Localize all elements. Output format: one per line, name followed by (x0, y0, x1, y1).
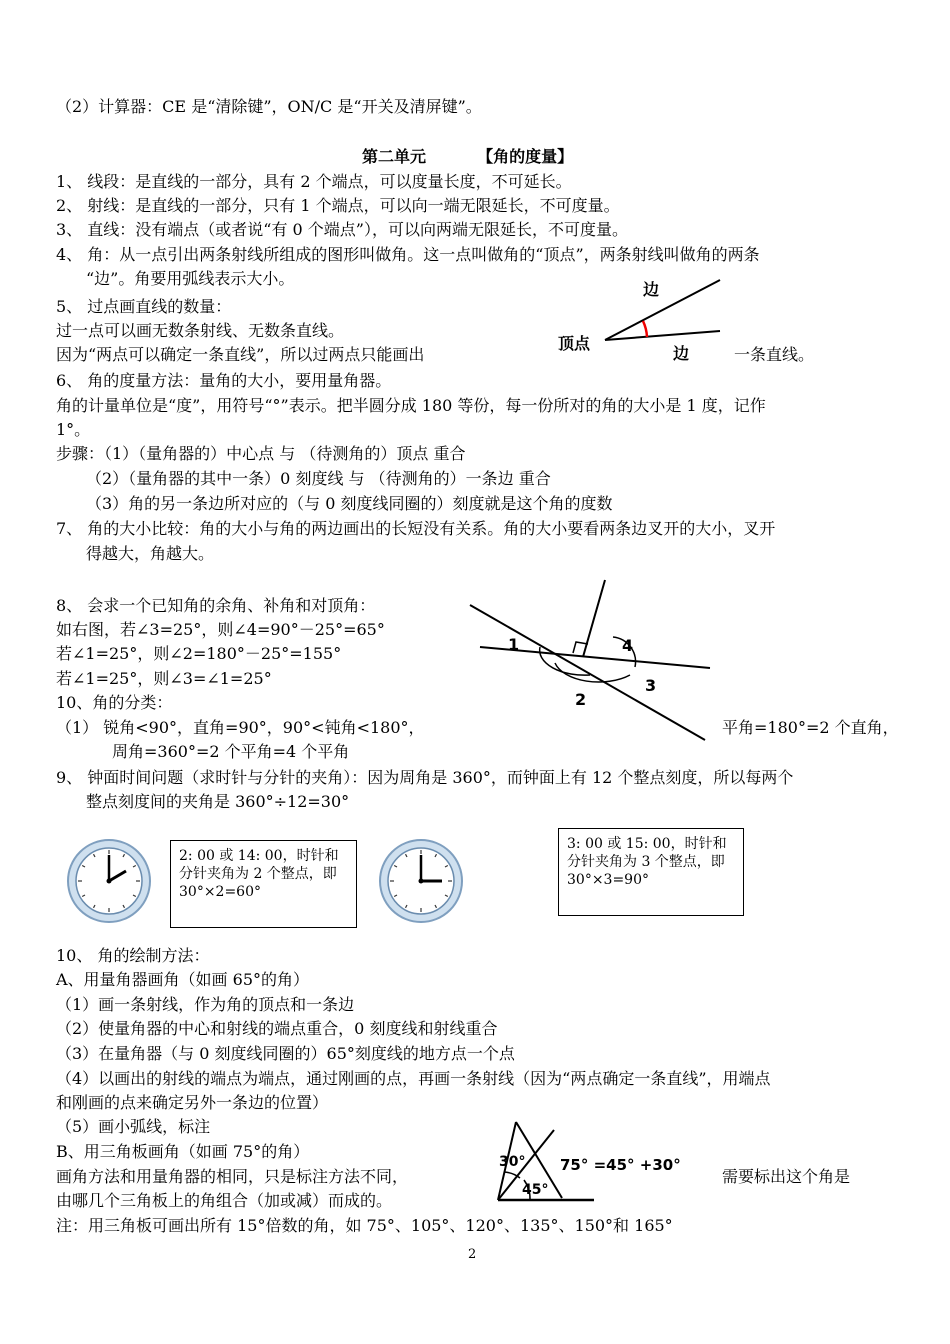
item-1: 1、 线段：是直线的一部分，具有 2 个端点，可以度量长度，不可延长。 (56, 172, 572, 191)
item-10-line1: （1） 锐角<90°，直角=90°，90°<钝角<180°， (56, 718, 425, 737)
unit-title (362, 146, 573, 168)
angle-label-4: 4 (622, 636, 634, 655)
item-6-step3: （3）角的另一条边所对应的（与 0 刻度线同圈的）刻度就是这个角的度数 (86, 494, 613, 513)
unit-number: 第二单元 (362, 147, 427, 166)
item-6-line1: 角的计量单位是“度”，用符号“°”表示。把半圆分成 180 等份，每一份所对的角的大小是 1 度，记作 (56, 396, 766, 415)
angle-label-2: 2 (575, 690, 587, 709)
item-7-line2: 得越大，角越大。 (86, 544, 215, 563)
item-8-line1: 如右图，若∠3=25°，则∠4=90°－25°=65° (56, 620, 385, 639)
angle-label-3: 3 (645, 676, 657, 695)
intersecting-lines-figure (465, 575, 715, 745)
angle-figure (555, 275, 730, 370)
label-45: 45° (522, 1182, 549, 1198)
item-7-line1: 7、 角的大小比较：角的大小与角的两边画出的长短没有关系。角的大小要看两条边叉开的大小，叉开 (56, 519, 776, 538)
arc-angle-1 (540, 647, 590, 675)
angle-ray-top (605, 280, 720, 340)
set-square-figure (494, 1118, 709, 1206)
clock-icon (378, 838, 464, 924)
item-4-line2: “边”。角要用弧线表示大小。 (86, 269, 295, 288)
item-9-line2: 整点刻度间的夹角是 360°÷12=30° (86, 792, 350, 811)
label-side-top: 边 (643, 280, 660, 299)
method-b-line1-end: 需要标出这个角是 (722, 1167, 851, 1186)
item-6-step2: （2）（量角器的其中一条）0 刻度线 与 （待测角的）一条边 重合 (86, 469, 551, 488)
method-b-line1: 画角方法和用量角器的相同，只是标注方法不同， (56, 1167, 409, 1186)
item-10-line1-end: 平角=180°=2 个直角， (722, 718, 899, 737)
clock-note-2-oclock: 2: 00 或 14: 00，时针和分针夹角为 2 个整点，即 30°×2=60° (170, 840, 357, 928)
clock-icon (66, 838, 152, 924)
item-2: 2、 射线：是直线的一部分，只有 1 个端点，可以向一端无限延长，不可度量。 (56, 196, 620, 215)
unit-topic: 【角的度量】 (477, 147, 574, 166)
item-6-step1: 步骤：（1）（量角器的）中心点 与 （待测角的）顶点 重合 (56, 444, 466, 463)
page-number: 2 (468, 1247, 477, 1262)
angle-arc (643, 321, 647, 337)
method-a: A、用量角器画角（如画 65°的角） (56, 970, 310, 989)
item-10-line2: 周角=360°=2 个平角=4 个平角 (112, 742, 350, 761)
item-drawing: 10、 角的绘制方法： (56, 946, 210, 965)
item-5-line2: 因为“两点可以确定一条直线”，所以过两点只能画出 (56, 345, 425, 364)
clock-note-3-oclock: 3: 00 或 15: 00，时针和分针夹角为 3 个整点，即 30°×3=90° (558, 828, 744, 916)
label-30: 30° (499, 1154, 526, 1170)
item-4-line1: 4、 角：从一点引出两条射线所组成的图形叫做角。这一点叫做角的“顶点”，两条射线叫做角的两条 (56, 245, 760, 264)
method-a-step2: （2）使量角器的中心和射线的端点重合，0 刻度线和射线重合 (56, 1019, 498, 1038)
label-vertex: 顶点 (558, 334, 591, 353)
item-8: 8、 会求一个已知角的余角、补角和对顶角： (56, 596, 376, 615)
method-b: B、用三角板画角（如画 75°的角） (56, 1142, 310, 1161)
item-6: 6、 角的度量方法：量角的大小，要用量角器。 (56, 371, 392, 390)
item-8-line3: 若∠1=25°，则∠3=∠1=25° (56, 669, 272, 688)
method-a-step5: （5）画小弧线，标注 (56, 1117, 211, 1136)
triangle-note: 注：用三角板可画出所有 15°倍数的角，如 75°、105°、120°、135°、150°和 165° (56, 1216, 673, 1235)
angle-ray-bottom (605, 331, 720, 340)
method-a-step4-line2: 和刚画的点来确定另外一条边的位置） (56, 1093, 329, 1112)
item-5-line1: 过一点可以画无数条射线、无数条直线。 (56, 321, 345, 340)
method-a-step3: （3）在量角器（与 0 刻度线同圈的）65°刻度线的地方点一个点 (56, 1044, 515, 1063)
method-a-step1: （1）画一条射线，作为角的顶点和一条边 (56, 995, 355, 1014)
item-10: 10、角的分类： (56, 693, 173, 712)
label-side-bottom: 边 (673, 344, 690, 363)
method-b-line2: 由哪几个三角板上的角组合（加或减）而成的。 (56, 1191, 393, 1210)
item-8-line2: 若∠1=25°，则∠2=180°－25°=155° (56, 644, 342, 663)
label-equation: 75° =45° +30° (560, 1156, 681, 1174)
line-perpendicular (583, 580, 605, 657)
item-5: 5、 过点画直线的数量： (56, 297, 232, 316)
item-3: 3、 直线：没有端点（或者说“有 0 个端点”），可以向两端无限延长，不可度量。 (56, 220, 628, 239)
method-a-step4-line1: （4）以画出的射线的端点为端点，通过刚画的点，再画一条射线（因为“两点确定一条直线”，用端点 (56, 1069, 771, 1088)
item-5-line2-end: 一条直线。 (734, 345, 815, 364)
line-diagonal (470, 605, 705, 740)
angle-label-1: 1 (508, 635, 520, 654)
calculator-note: （2）计算器：CE 是“清除键”，ON/C 是“开关及清屏键”。 (56, 97, 482, 116)
item-9-line1: 9、 钟面时间问题（求时针与分针的夹角）：因为周角是 360°，而钟面上有 12 个整点刻度，所以每两个 (56, 768, 794, 787)
item-6-line2: 1°。 (56, 420, 91, 439)
